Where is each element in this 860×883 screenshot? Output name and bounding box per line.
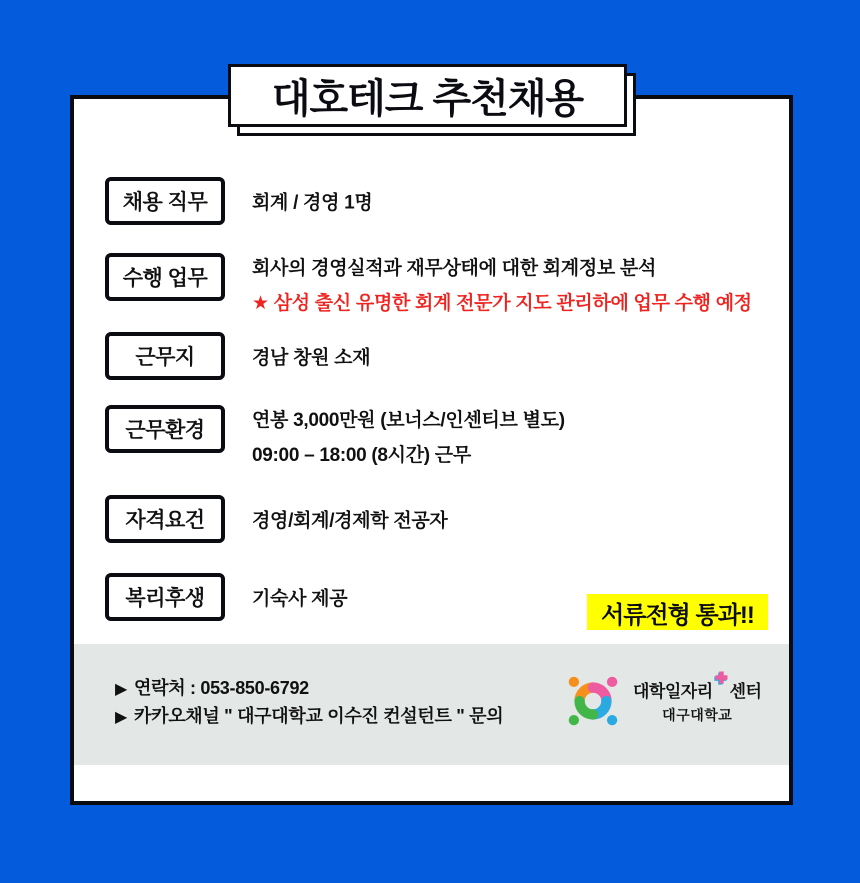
row-work-location [74,332,789,380]
kakao-line [115,703,503,731]
label-job-position: 채용 직무 [105,177,225,225]
logo-text-center: 센터 [729,682,762,701]
value-qualifications: 경영/회계/경제학 전공자 [252,510,448,532]
play-arrow-icon: ▶ [115,681,128,698]
label-benefits: 복리후생 [105,573,225,621]
label-work-location: 근무지 [105,332,225,380]
plus-icon [714,670,729,690]
row-duties [74,253,789,314]
value-work-environment [252,403,565,473]
hours-line: 09:00 – 18:00 (8시간) 근무 [252,445,471,466]
contact-phone-text: 연락처 : 053-850-6792 [134,678,309,698]
university-name: 대구대학교 [662,707,733,723]
contact-line [115,675,503,703]
kakao-channel-text: 카카오채널 " 대구대학교 이수진 컨설턴트 " 문의 [134,706,504,726]
poster-card [70,95,793,805]
value-duties [252,251,752,321]
job-center-logo-text [633,677,761,725]
job-center-name [633,677,761,702]
page-title: 대호테크 추천채용 [271,77,584,121]
university-job-center-logo [562,670,761,732]
row-qualifications [74,495,789,543]
duties-line-2-highlighted: ★ 삼성 출신 유명한 회계 전문가 지도 관리하에 업무 수행 예정 [252,293,752,314]
footer-band [74,644,789,765]
contact-block [115,675,503,731]
logo-text-univ-job: 대학일자리 [633,682,713,701]
row-work-environment [74,405,789,466]
label-duties: 수행 업무 [105,253,225,301]
job-center-logo-mark [562,670,624,732]
duties-line-1: 회사의 경영실적과 재무상태에 대한 회계정보 분석 [252,258,657,279]
label-work-environment: 근무환경 [105,405,225,453]
row-job-position [74,177,789,225]
label-qualifications: 자격요건 [105,495,225,543]
value-job-position: 회계 / 경영 1명 [252,192,373,214]
play-arrow-icon: ▶ [115,709,128,726]
value-benefits: 기숙사 제공 [252,588,348,610]
salary-line: 연봉 3,000만원 (보너스/인센티브 별도) [252,410,565,431]
title-box [228,64,627,127]
document-pass-badge: 서류전형 통과!! [587,594,768,630]
value-work-location: 경남 창원 소재 [252,347,371,369]
